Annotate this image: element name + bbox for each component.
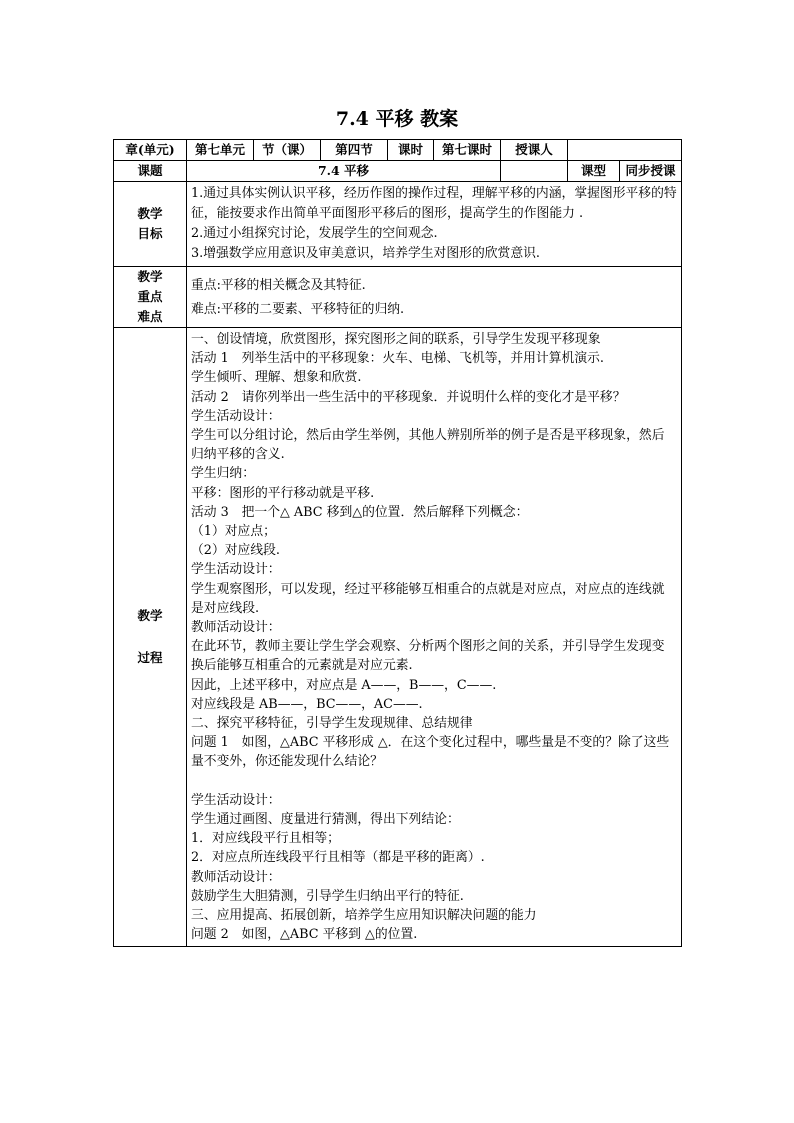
process-line: （1）对应点； <box>191 524 276 540</box>
section-label: 节（课） <box>254 140 321 161</box>
keypoints-label <box>114 267 187 328</box>
keypoints-row <box>114 267 682 328</box>
process-line: 一、创设情境，欣赏图形，探究图形之间的联系，引导学生发现平移现象 <box>191 332 601 347</box>
chapter-label: 章(单元) <box>114 140 187 161</box>
goals-label-line-1: 教学 <box>137 206 163 221</box>
topic-label: 课题 <box>114 161 187 182</box>
empty-cell <box>501 161 568 182</box>
keypoints-label-line-3: 难点 <box>137 309 163 324</box>
teacher-label: 授课人 <box>501 140 568 161</box>
process-line: 鼓励学生大胆猜测，引导学生归纳出平行的特征. <box>191 888 464 904</box>
goal-item: 1.通过具体实例认识平移，经历作图的操作过程，理解平移的内涵，掌握图形平移的特征，能按要求作出简单平面图形平移后的图形，提高学生的作图能力 . <box>191 186 677 221</box>
process-line: 1．对应线段平行且相等； <box>191 831 340 847</box>
period-label: 课时 <box>388 140 434 161</box>
process-line: 学生活动设计： <box>191 562 281 578</box>
blank-line <box>191 772 677 791</box>
goals-row <box>114 182 682 267</box>
process-line: 2．对应点所连线段平行且相等（都是平移的距离）. <box>191 850 485 866</box>
process-line: （2）对应线段. <box>191 543 280 559</box>
process-line: 问题 1 如图，△ABC 平移形成 △．在这个变化过程中，哪些量是不变的？除了这些量不变外，你还能发现什么结论？ <box>191 735 670 770</box>
goals-content <box>187 182 682 267</box>
process-line: 学生通过画图、度量进行猜测，得出下列结论： <box>191 812 460 828</box>
topic-value: 7.4 平移 <box>187 161 501 182</box>
keypoints-label-line-2: 重点 <box>137 289 163 304</box>
teacher-value <box>568 140 682 161</box>
section-value: 第四节 <box>321 140 388 161</box>
goal-item: 3.增强数学应用意识及审美意识，培养学生对图形的欣赏意识. <box>191 246 540 261</box>
process-line: 在此环节，教师主要让学生学会观察、分析两个图形之间的关系，并引导学生发现变换后能够互相重合的元素就是对应元素. <box>191 639 665 674</box>
process-line: 因此，上述平移中，对应点是 A——，B——，C——. <box>191 677 497 693</box>
process-content <box>187 328 682 947</box>
process-line: 教师活动设计： <box>191 620 281 636</box>
process-line: 活动 1 列举生活中的平移现象：火车、电梯、飞机等，并用计算机演示. <box>191 351 604 367</box>
process-line: 问题 2 如图，△ABC 平移到 △的位置. <box>191 927 418 943</box>
topic-row <box>114 161 682 182</box>
difficult-point: 难点:平移的二要素、平移特征的归纳. <box>191 302 405 317</box>
keypoints-label-line-1: 教学 <box>137 269 163 284</box>
process-label-line-2: 过程 <box>137 650 163 666</box>
header-row <box>114 140 682 161</box>
key-point: 重点:平移的相关概念及其特征. <box>191 278 366 293</box>
process-line: 学生归纳： <box>191 466 255 482</box>
process-line: 学生活动设计： <box>191 792 281 808</box>
process-line: 学生倾听、理解、想象和欣赏. <box>191 370 362 386</box>
process-row <box>114 328 682 947</box>
process-line: 二、探究平移特征，引导学生发现规律、总结规律 <box>191 716 473 732</box>
process-line: 对应线段是 AB——，BC——，AC——. <box>191 696 423 712</box>
process-line: 活动 3 把一个△ ABC 移到△的位置．然后解释下列概念： <box>191 504 529 520</box>
process-line: 学生观察图形，可以发现，经过平移能够互相重合的点就是对应点，对应点的连线就是对应线段. <box>191 581 665 616</box>
goal-item: 2.通过小组探究讨论，发展学生的空间观念. <box>191 226 438 241</box>
process-line: 三、应用提高、拓展创新，培养学生应用知识解决问题的能力 <box>191 908 537 924</box>
lesson-type-value: 同步授课 <box>620 161 682 182</box>
keypoints-content <box>187 267 682 328</box>
process-line: 学生可以分组讨论，然后由学生举例，其他人辨别所举的例子是否是平移现象，然后归纳平移的含义. <box>191 428 665 463</box>
goals-label <box>114 182 187 267</box>
process-label <box>114 328 187 947</box>
goals-label-line-2: 目标 <box>137 226 163 241</box>
process-label-line-1: 教学 <box>137 608 163 624</box>
page-title: 7.4 平移 教案 <box>335 108 459 130</box>
process-line: 教师活动设计： <box>191 869 281 885</box>
process-line: 平移：图形的平行移动就是平移. <box>191 485 375 501</box>
chapter-value: 第七单元 <box>187 140 254 161</box>
process-label-spacer <box>114 626 186 648</box>
process-line: 活动 2 请你列举出一些生活中的平移现象．并说明什么样的变化才是平移？ <box>191 389 626 405</box>
lesson-type-label: 课型 <box>568 161 620 182</box>
process-line: 学生活动设计： <box>191 408 281 424</box>
lesson-plan-table <box>113 139 682 947</box>
period-value: 第七课时 <box>434 140 501 161</box>
